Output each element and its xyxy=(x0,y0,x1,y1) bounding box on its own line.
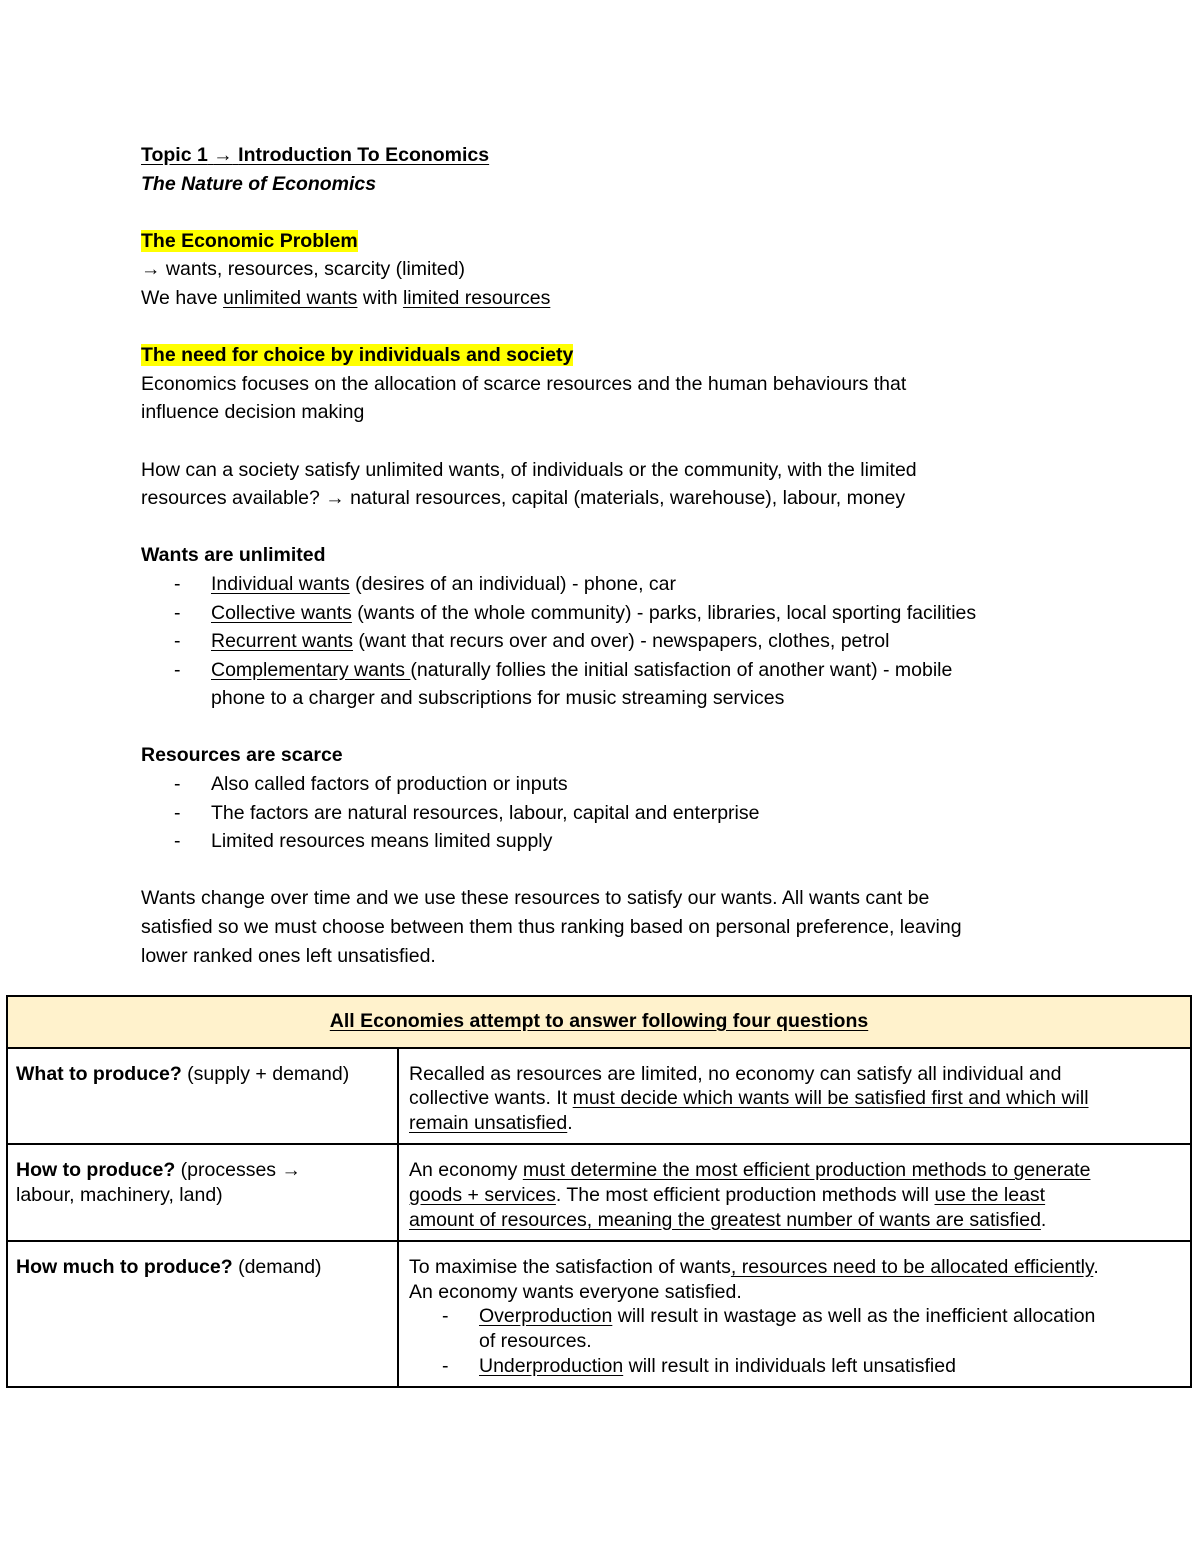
text-span: (desires of an individual) - phone, car xyxy=(349,572,677,595)
underlined-term: use the least xyxy=(934,1183,1046,1206)
underlined-term: remain unsatisfied xyxy=(409,1111,568,1134)
dash-bullet: - xyxy=(442,1305,449,1328)
need-for-choice-heading xyxy=(141,341,1071,370)
underlined-term: Recurrent wants xyxy=(211,630,353,653)
underlined-term: goods + services xyxy=(409,1183,556,1206)
paragraph-line: satisfied so we must choose between them thus ranking based on personal preference, leaving xyxy=(141,916,962,939)
highlighted-heading: The need for choice by individuals and society xyxy=(141,344,574,367)
table-row xyxy=(7,1241,1191,1387)
topic-title xyxy=(141,141,1071,170)
list-item xyxy=(141,799,1071,828)
underlined-term: amount of resources, meaning the greatest number of wants are satisfied xyxy=(409,1208,1041,1231)
list-item xyxy=(141,656,1071,713)
question-bold: What to produce? xyxy=(16,1062,182,1085)
paragraph-line: influence decision making xyxy=(141,401,365,424)
underlined-term: Complementary wants xyxy=(211,658,411,681)
highlighted-heading: The Economic Problem xyxy=(141,229,358,252)
wants-list xyxy=(141,570,1071,713)
underlined-term: must decide which wants will be satisfied first and which will xyxy=(572,1087,1089,1110)
topic-title-text: Introduction To Economics xyxy=(238,144,490,166)
text-span: (supply + demand) xyxy=(181,1062,350,1085)
resources-heading: Resources are scarce xyxy=(141,744,343,767)
questions-table-wrapper xyxy=(6,995,1192,1388)
text-span: We have xyxy=(141,286,224,309)
text-span: Limited resources means limited supply xyxy=(211,830,553,853)
question-cell xyxy=(7,1144,398,1241)
table-header-row xyxy=(7,996,1191,1048)
text-span: An economy wants everyone satisfied. xyxy=(409,1280,742,1303)
list-item xyxy=(141,570,1071,599)
dash-bullet: - xyxy=(174,801,181,824)
underlined-term: , resources need to be allocated efficiently xyxy=(730,1256,1094,1279)
text-span: will result in wastage as well as the inefficient allocation xyxy=(612,1305,1096,1328)
question-cell xyxy=(7,1048,398,1145)
paragraph-line: resources available? → natural resources, capital (materials, warehouse), labour, money xyxy=(141,487,906,510)
text-span: The factors are natural resources, labour, capital and enterprise xyxy=(211,801,760,824)
text-span: labour, machinery, land) xyxy=(16,1183,223,1206)
dash-bullet: - xyxy=(442,1354,449,1377)
table-row xyxy=(7,1144,1191,1241)
question-cell xyxy=(7,1241,398,1387)
list-item xyxy=(141,599,1071,628)
paragraph-line: lower ranked ones left unsatisfied. xyxy=(141,944,436,967)
topic-subtitle: The Nature of Economics xyxy=(141,172,377,195)
economic-problem-heading xyxy=(141,227,1071,256)
text-span: . xyxy=(1040,1208,1047,1231)
paragraph-line: Wants change over time and we use these resources to satisfy our wants. All wants cant be xyxy=(141,887,930,910)
paragraph-line: Economics focuses on the allocation of scarce resources and the human behaviours that xyxy=(141,372,907,395)
dash-bullet: - xyxy=(174,830,181,853)
text-span: (demand) xyxy=(232,1256,322,1279)
underlined-term: unlimited wants xyxy=(223,286,358,309)
dash-bullet: - xyxy=(174,658,181,681)
text-span: (want that recurs over and over) - newspapers, clothes, petrol xyxy=(352,630,890,653)
question-bold: How to produce? xyxy=(16,1159,176,1182)
dash-bullet: - xyxy=(174,572,181,595)
table-header-text: All Economies attempt to answer following four questions xyxy=(329,1010,869,1032)
dash-bullet: - xyxy=(174,630,181,653)
text-span: (naturally follies the initial satisfaction of another want) - mobile xyxy=(410,658,953,681)
dash-bullet: - xyxy=(174,601,181,624)
paragraph-line: How can a society satisfy unlimited wants, of individuals or the community, with the limited xyxy=(141,458,917,481)
production-list xyxy=(409,1304,1180,1378)
text-span: collective wants. It xyxy=(409,1087,573,1110)
list-item xyxy=(141,627,1071,656)
underlined-term: Collective wants xyxy=(211,601,352,624)
list-item xyxy=(141,827,1071,856)
text-span: . The most efficient production methods will xyxy=(555,1183,935,1206)
underlined-term: must determine the most efficient production methods to generate xyxy=(522,1159,1091,1182)
table-row xyxy=(7,1048,1191,1145)
answer-cell xyxy=(398,1241,1191,1387)
wants-heading: Wants are unlimited xyxy=(141,544,326,567)
question-bold: How much to produce? xyxy=(16,1256,233,1279)
text-span: with xyxy=(357,286,403,309)
resources-list xyxy=(141,770,1071,856)
text-span: . xyxy=(1093,1256,1099,1279)
underlined-term: Underproduction xyxy=(479,1354,624,1377)
economic-problem-line: → wants, resources, scarcity (limited) xyxy=(141,258,465,281)
underlined-term: Overproduction xyxy=(479,1305,613,1328)
text-span: phone to a charger and subscriptions for music streaming services xyxy=(211,687,785,710)
answer-cell xyxy=(398,1144,1191,1241)
document-body xyxy=(141,141,1071,970)
topic-number: Topic 1 xyxy=(141,144,208,166)
text-span: Recalled as resources are limited, no economy can satisfy all individual and xyxy=(409,1062,1062,1085)
dash-bullet: - xyxy=(174,773,181,796)
text-span: . xyxy=(567,1111,573,1134)
text-span: will result in individuals left unsatisfied xyxy=(623,1354,956,1377)
answer-cell xyxy=(398,1048,1191,1145)
list-item xyxy=(409,1304,1180,1353)
text-span: To maximise the satisfaction of wants xyxy=(409,1256,731,1279)
underlined-term: Individual wants xyxy=(211,572,350,595)
text-span: Also called factors of production or inputs xyxy=(211,773,568,796)
list-item xyxy=(409,1354,1180,1379)
table-header xyxy=(7,996,1191,1048)
text-span: (processes → xyxy=(175,1159,301,1182)
text-span: An economy xyxy=(409,1159,523,1182)
economic-problem-sentence xyxy=(141,284,1071,313)
questions-table xyxy=(6,995,1192,1388)
text-span: (wants of the whole community) - parks, libraries, local sporting facilities xyxy=(351,601,977,624)
underlined-term: limited resources xyxy=(402,286,551,309)
list-item xyxy=(141,770,1071,799)
arrow-icon: → xyxy=(213,144,233,166)
text-span: of resources. xyxy=(479,1329,592,1352)
